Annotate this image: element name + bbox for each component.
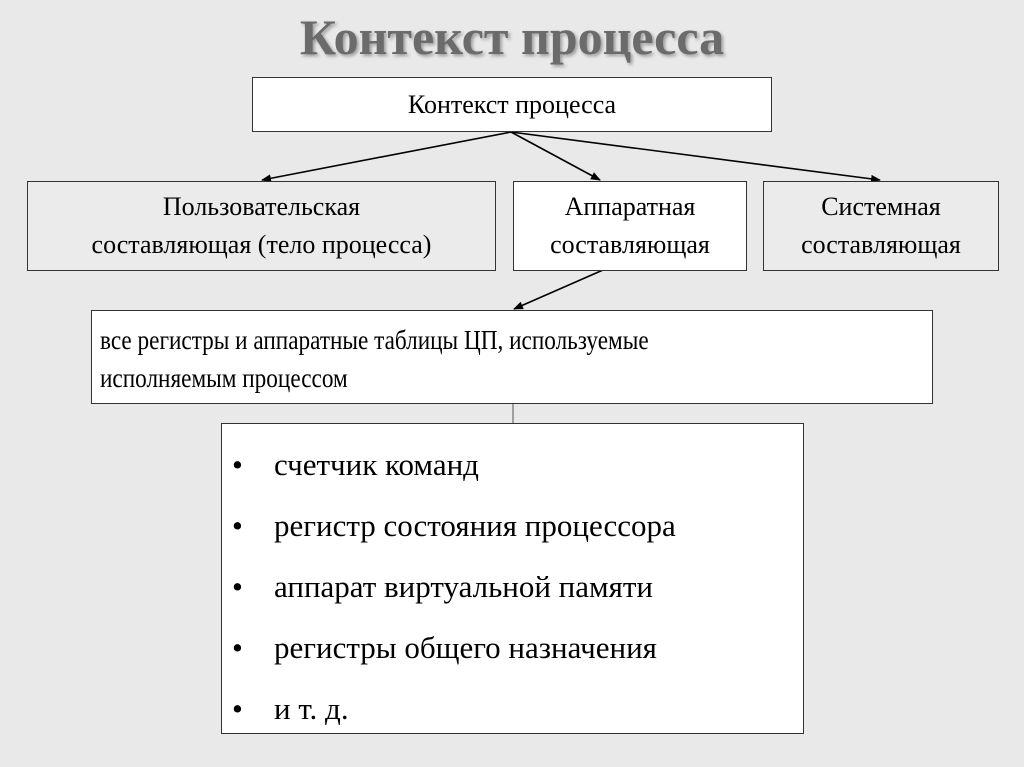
- component-label: составляющая (тело процесса): [91, 230, 432, 259]
- arrow-to-system: [511, 132, 880, 180]
- bullet-icon: •: [232, 629, 243, 665]
- arrow-to-user: [262, 132, 511, 180]
- system-component-box: [763, 181, 999, 271]
- registers-text: все регистры и аппаратные таблицы ЦП, используемые: [100, 325, 649, 355]
- registers-list: [221, 423, 804, 734]
- list-item-text: регистры общего назначения: [274, 629, 657, 665]
- list-item-text: и т. д.: [274, 690, 349, 726]
- list-item: [230, 617, 803, 678]
- bullet-icon: •: [232, 690, 243, 726]
- list-item: [230, 434, 803, 495]
- arrow-to-hardware: [511, 132, 600, 180]
- list-item-text: счетчик команд: [274, 446, 479, 482]
- root-label: Контекст процесса: [407, 89, 617, 119]
- slide-title: Контекст процесса: [299, 9, 725, 65]
- registers-box: [91, 310, 933, 404]
- bullet-icon: •: [232, 446, 243, 482]
- list-item-text: регистр состояния процессора: [274, 507, 676, 543]
- list-item: [230, 495, 803, 556]
- user-component-box: [27, 181, 496, 271]
- root-box: [252, 77, 772, 132]
- component-label: составляющая: [801, 230, 961, 259]
- list-item: [230, 556, 803, 617]
- component-label: Пользовательская: [162, 192, 361, 221]
- list-item-text: аппарат виртуальной памяти: [274, 568, 654, 604]
- registers-text: исполняемым процессом: [100, 363, 348, 393]
- component-label: Системная: [821, 192, 941, 221]
- hardware-component-box: [513, 181, 747, 271]
- bullet-icon: •: [232, 507, 243, 543]
- component-label: составляющая: [550, 230, 710, 259]
- bullet-icon: •: [232, 568, 243, 604]
- arrow-to-registers: [514, 270, 603, 309]
- list-item: [230, 678, 803, 739]
- component-label: Аппаратная: [564, 192, 696, 221]
